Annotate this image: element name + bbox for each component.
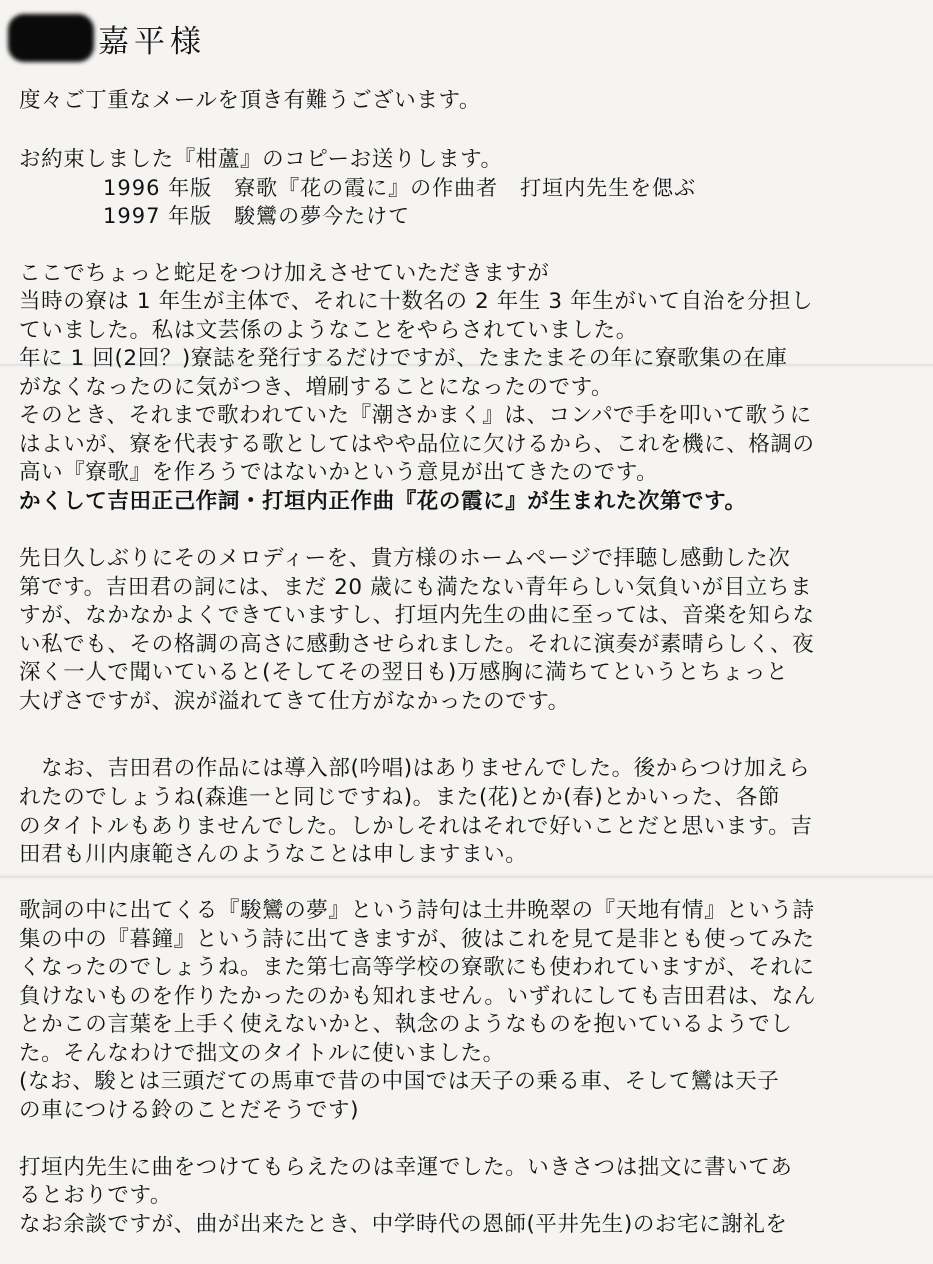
text-line: 集の中の『暮鐘』という詩に出てきますが、彼はこれを見て是非とも使ってみた — [19, 927, 815, 952]
text-line: い私でも、その格調の高さに感動させられました。それに演奏が素晴らしく、夜 — [19, 632, 815, 657]
text-line-bold: かくして吉田正己作詞・打垣内正作曲『花の霞に』が生まれた次第です。 — [19, 489, 747, 514]
text-line: とかこの言葉を上手く使えないかと、執念のようなものを抱いているようでし — [19, 1012, 793, 1037]
text-line: 打垣内先生に曲をつけてもらえたのは幸運でした。いきさつは拙文に書いてあ — [19, 1155, 793, 1180]
text-line: 当時の寮は 1 年生が主体で、それに十数名の 2 年生 3 年生がいて自治を分担し — [19, 289, 814, 314]
edition-line: 1997 年版 駿鸞の夢今たけて — [103, 204, 411, 228]
text-line: 第です。吉田君の詞には、まだ 20 歳にも満たない青年らしい気負いが目立ちま — [19, 575, 813, 600]
text-line: くなったのでしょうね。また第七高等学校の寮歌にも使われていますが、それに — [19, 955, 815, 980]
edition-line: 1996 年版 寮歌『花の霞に』の作曲者 打垣内先生を偲ぶ — [103, 176, 697, 200]
text-line: (なお、駿とは三頭だての馬車で昔の中国では天子の乗る車、そして鸞は天子 — [19, 1069, 780, 1094]
text-line: の車につける鈴のことだそうです) — [19, 1098, 360, 1123]
salutation: 嘉平様 — [98, 24, 206, 60]
text-line: た。そんなわけで拙文のタイトルに使いました。 — [19, 1041, 505, 1066]
text-line: ここでちょっと蛇足をつけ加えさせていただきますが — [19, 261, 550, 286]
text-line: るとおりです。 — [19, 1183, 172, 1208]
text-line: 大げさですが、涙が溢れてきて仕方がなかったのです。 — [19, 689, 570, 714]
text-line: なお余談ですが、曲が出来たとき、中学時代の恩師(平井先生)のお宅に謝礼を — [19, 1212, 788, 1237]
text-line: がなくなったのに気がつき、増刷することになったのです。 — [19, 375, 614, 400]
text-line: すが、なかなかよくできていますし、打垣内先生の曲に至っては、音楽を知らな — [19, 603, 815, 628]
text-line: 深く一人で聞いていると(そしてその翌日も)万感胸に満ちてというとちょっと — [19, 660, 789, 685]
text-line: 歌詞の中に出てくる『駿鸞の夢』という詩句は土井晩翠の『天地有情』という詩 — [19, 898, 815, 923]
text-line: ていました。私は文芸係のようなことをやらされていました。 — [19, 318, 638, 343]
text-line: 田君も川内康範さんのようなことは申しますまい。 — [19, 842, 528, 867]
text-line: はよいが、寮を代表する歌としてはやや品位に欠けるから、これを機に、格調の — [19, 432, 815, 457]
fold-crease — [0, 876, 933, 878]
text-line: のタイトルもありませんでした。しかしそれはそれで好いことだと思います。吉 — [19, 814, 813, 839]
text-line: 年に 1 回(2回？)寮誌を発行するだけですが、たまたまその年に寮歌集の在庫 — [19, 346, 788, 371]
text-line: お約束しました『柑蘆』のコピーお送りします。 — [19, 147, 503, 172]
redacted-name — [8, 14, 94, 62]
text-line: なお、吉田君の作品には導入部(吟唱)はありませんでした。後からつけ加えら — [19, 756, 811, 781]
text-line: 度々ご丁重なメールを頂き有難うございます。 — [19, 88, 481, 113]
text-line: 負けないものを作りたかったのかも知れません。いずれにしても吉田君は、なん — [19, 984, 816, 1009]
text-line: 高い『寮歌』を作ろうではないかという意見が出てきたのです。 — [19, 460, 659, 485]
text-line: 先日久しぶりにそのメロディーを、貴方様のホームページで拝聴し感動した次 — [19, 546, 791, 571]
text-line: れたのでしょうね(森進一と同じですね)。また(花)とか(春)とかいった、各節 — [19, 785, 781, 810]
text-line: そのとき、それまで歌われていた『潮さかまく』は、コンパで手を叩いて歌うに — [19, 403, 812, 428]
